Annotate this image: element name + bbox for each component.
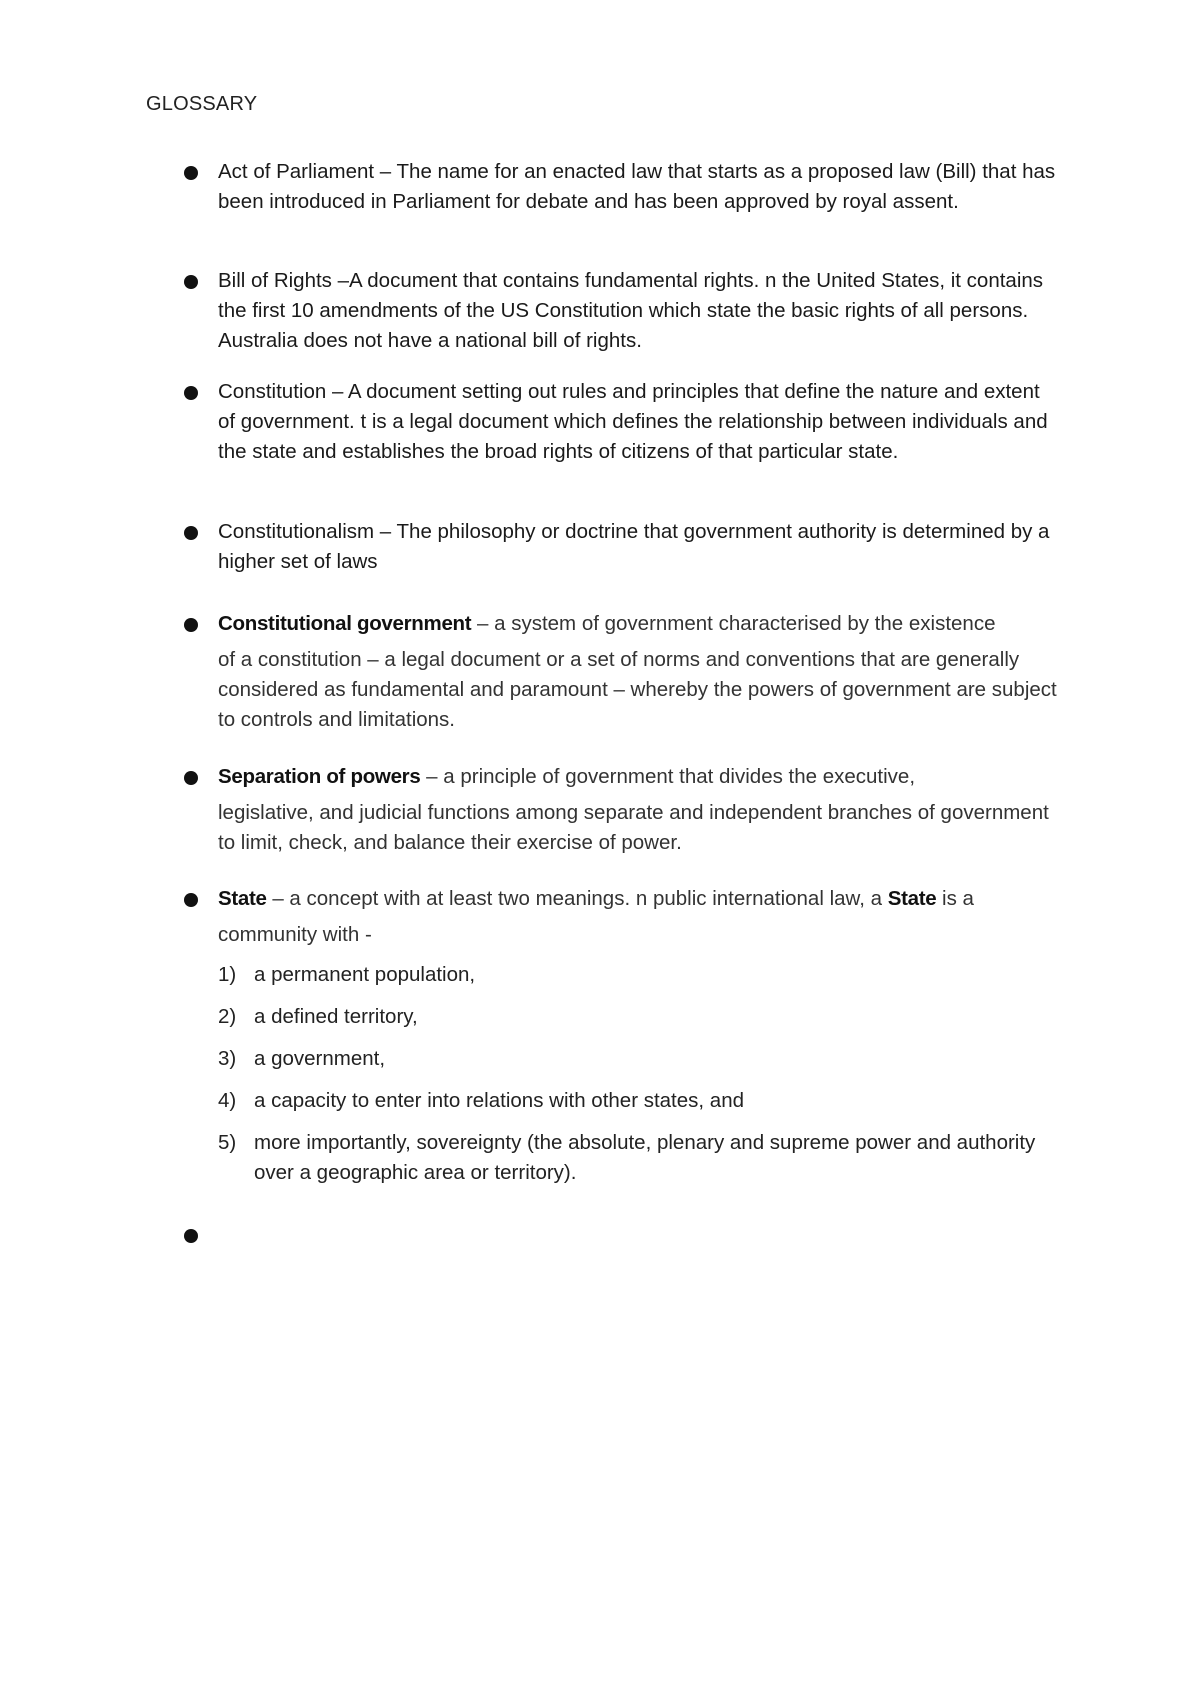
entry-term: State (218, 887, 267, 910)
bullet-icon (184, 771, 198, 785)
empty-bullet-icon (184, 1229, 198, 1243)
page-title: GLOSSARY (146, 93, 258, 115)
list-marker: 5) (218, 1131, 237, 1154)
list-item-text: a permanent population, (254, 963, 476, 986)
entry-definition: of a constitution – a legal document or a set of norms and conventions that are generally considered as fundamental and paramount – whereby the powers of government are subject to controls and limitations. (218, 648, 1057, 731)
entry-definition: legislative, and judicial functions among separate and independent branches of government to limit, check, and balance their exercise of power. (218, 801, 1049, 854)
glossary-entry-constitutionalism (218, 517, 1058, 577)
entry-definition-start: – a concept with at least two meanings. n public international law, a (266, 887, 888, 910)
list-item (218, 1044, 1058, 1074)
entry-text: Act of Parliament – The name for an enacted law that starts as a proposed law (Bill) that has been introduced in Parliament for debate and has been approved by royal assent. (218, 160, 1056, 213)
entry-text: Constitution – A document setting out rules and principles that define the nature and extent of government. t is a legal document which defines the relationship between individuals and the state and establishes the broad rights of citizens of that particular state. (218, 380, 1048, 463)
glossary-entry-bill-of-rights (218, 266, 1058, 356)
entry-term: Separation of powers (218, 765, 421, 788)
entry-definition: community with - (218, 923, 372, 946)
list-item-text: a government, (254, 1047, 386, 1070)
list-marker: 4) (218, 1089, 237, 1112)
bullet-icon (184, 386, 198, 400)
glossary-entry-separation-of-powers (218, 762, 1058, 858)
bullet-icon (184, 275, 198, 289)
entry-text: Constitutionalism – The philosophy or doctrine that government authority is determined by a higher set of laws (218, 520, 1050, 573)
state-criteria-list (218, 960, 1058, 1188)
bullet-icon (184, 893, 198, 907)
list-item-text: a capacity to enter into relations with other states, and (254, 1089, 744, 1112)
list-marker: 1) (218, 963, 237, 986)
list-item-text: more importantly, sovereignty (the absolute, plenary and supreme power and authority over a geographic area or territory). (254, 1131, 1036, 1184)
list-item (218, 1086, 1058, 1116)
glossary-entry-constitutional-government (218, 609, 1058, 735)
entry-text: Bill of Rights –A document that contains fundamental rights. n the United States, it contains the first 10 amendments of the US Constitution which state the basic rights of all persons. Australia does not have a national bill of rights. (218, 269, 1044, 352)
bullet-icon (184, 166, 198, 180)
entry-definition-end: is a (936, 887, 974, 910)
entry-definition-start: – a principle of government that divides the executive, (420, 765, 916, 788)
list-item (218, 1002, 1058, 1032)
glossary-entry-state (218, 884, 1058, 1200)
list-item (218, 960, 1058, 990)
entry-term-inline: State (887, 887, 937, 910)
entry-definition-start: – a system of government characterised by the existence (471, 612, 996, 635)
list-item-text: a defined territory, (254, 1005, 418, 1028)
glossary-entry-act-of-parliament (218, 157, 1058, 217)
entry-term: Constitutional government (218, 612, 472, 635)
list-marker: 2) (218, 1005, 237, 1028)
glossary-entry-constitution (218, 377, 1058, 467)
bullet-icon (184, 618, 198, 632)
list-marker: 3) (218, 1047, 237, 1070)
list-item (218, 1128, 1058, 1188)
bullet-icon (184, 526, 198, 540)
